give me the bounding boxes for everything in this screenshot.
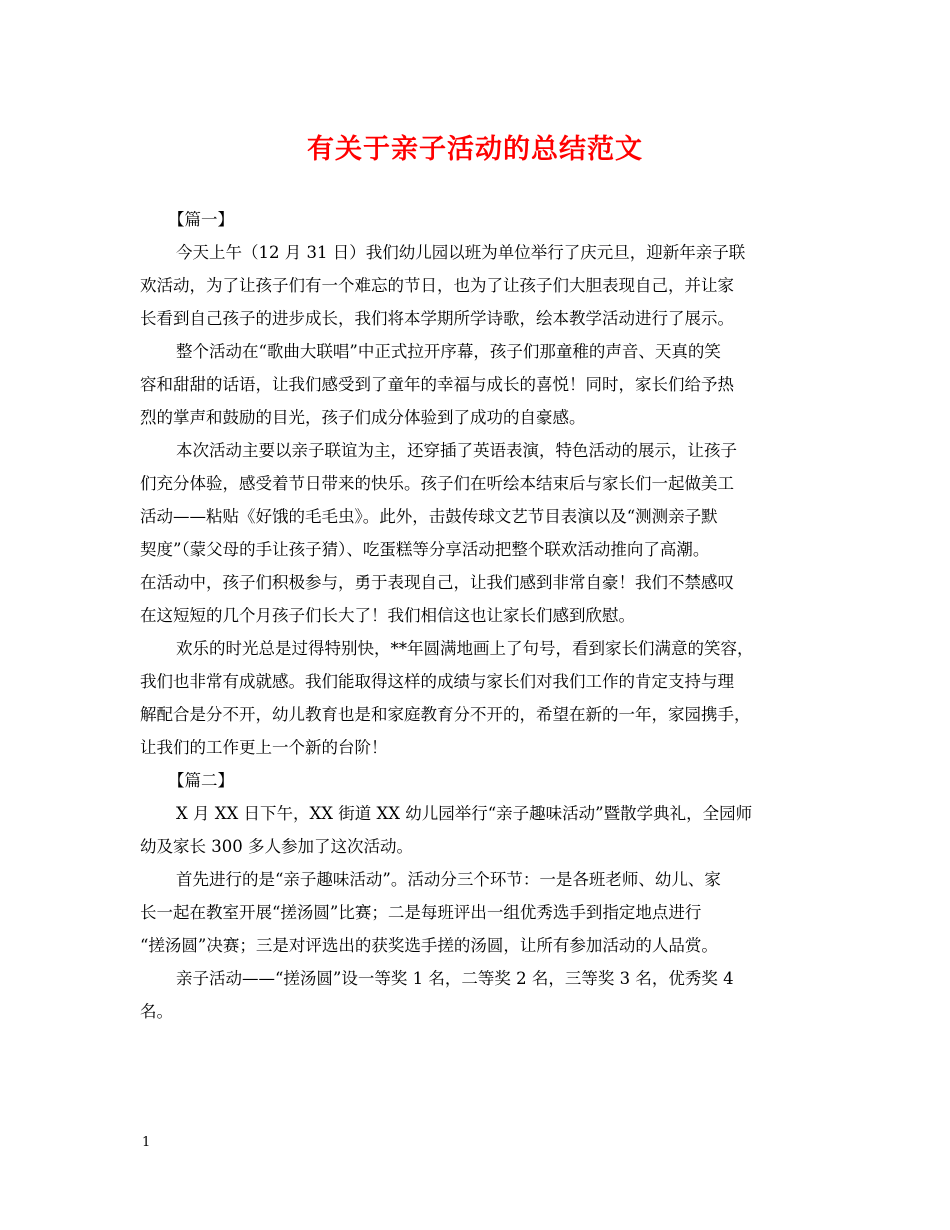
section-heading: 【篇二】 [168,771,234,790]
paragraph [140,632,815,764]
text-line: 在活动中，孩子们积极参与，勇于表现自己，让我们感到非常自豪！我们不禁感叹 [140,573,734,592]
text-line: 解配合是分不开，幼儿教育也是和家庭教育分不开的，希望在新的一年，家园携手， [140,705,751,724]
section-heading: 【篇一】 [168,210,234,229]
text-line: 在这短短的几个月孩子们长大了！我们相信这也让家长们感到欣慰。 [140,606,635,625]
text-line: “搓汤圆”决赛；三是对评选出的获奖选手搓的汤圆，让所有参加活动的人品赏。 [140,936,718,955]
document-body [140,203,815,1028]
text-line: 名。 [140,1002,173,1021]
text-line: 容和甜甜的话语，让我们感受到了童年的幸福与成长的喜悦！同时，家长们给予热 [140,375,734,394]
text-line: 首先进行的是“亲子趣味活动”。活动分三个环节：一是各班老师、幼儿、家 [176,870,721,889]
paragraph [140,434,815,632]
text-line: 活动——粘贴《好饿的毛毛虫》。此外，击鼓传球文艺节目表演以及“测测亲子默 [140,507,718,526]
text-line: 整个活动在“歌曲大联唱”中正式拉开序幕，孩子们那童稚的声音、天真的笑 [176,342,721,361]
text-line: 欢乐的时光总是过得特别快，**年圆满地画上了句号，看到家长们满意的笑容， [176,639,754,658]
text-line: 契度”（蒙父母的手让孩子猜）、吃蛋糕等分享活动把整个联欢活动推向了高潮。 [140,540,710,559]
text-line: 本次活动主要以亲子联谊为主，还穿插了英语表演，特色活动的展示，让孩子 [176,441,737,460]
paragraph [140,236,815,335]
paragraph [140,962,815,1028]
page-number: 1 [142,1135,151,1150]
text-line: 我们也非常有成就感。我们能取得这样的成绩与家长们对我们工作的肯定支持与理 [140,672,734,691]
paragraph [140,863,815,962]
text-line: 今天上午（12 月 31 日）我们幼儿园以班为单位举行了庆元旦，迎新年亲子联 [176,243,746,262]
text-line: 欢活动，为了让孩子们有一个难忘的节日，也为了让孩子们大胆表现自己，并让家 [140,276,734,295]
text-line: 长一起在教室开展“搓汤圆”比赛；二是每班评出一组优秀选手到指定地点进行 [140,903,702,922]
paragraph [140,335,815,434]
document-title: 有关于亲子活动的总结范文 [307,134,643,165]
text-line: 烈的掌声和鼓励的目光，孩子们成分体验到了成功的自豪感。 [140,408,586,427]
text-line: 们充分体验，感受着节日带来的快乐。孩子们在听绘本结束后与家长们一起做美工 [140,474,734,493]
text-line: 幼及家长 300 多人参加了这次活动。 [140,837,413,856]
text-line: 亲子活动——“搓汤圆”设一等奖 1 名，二等奖 2 名，三等奖 3 名，优秀奖 4 [176,969,734,988]
text-line: 让我们的工作更上一个新的台阶！ [140,738,388,757]
text-line: X 月 XX 日下午，XX 街道 XX 幼儿园举行“亲子趣味活动”暨散学典礼，全园师 [176,804,753,823]
text-line: 长看到自己孩子的进步成长，我们将本学期所学诗歌，绘本教学活动进行了展示。 [140,309,734,328]
paragraph [140,797,815,863]
